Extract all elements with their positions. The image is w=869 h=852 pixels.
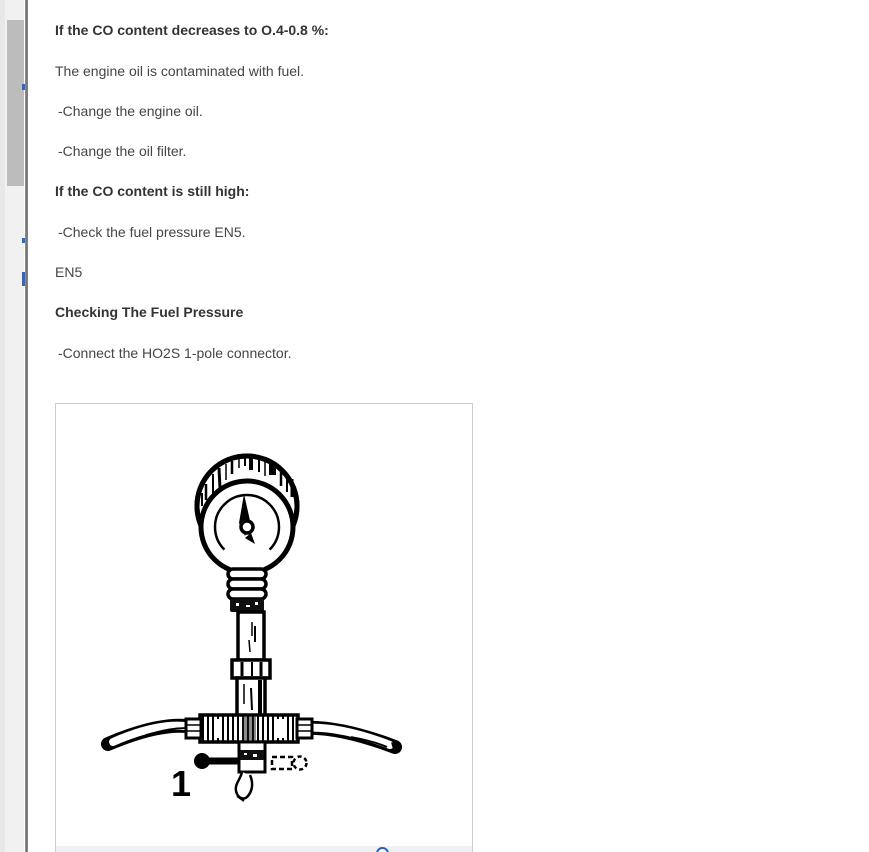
cutoff-link-fragment[interactable] xyxy=(22,272,25,286)
test-bolt xyxy=(194,753,239,769)
step-check-fuel-pressure: -Check the fuel pressure EN5. xyxy=(58,224,246,240)
gauge-neck-ribs xyxy=(228,569,266,612)
step-change-engine-oil: -Change the engine oil. xyxy=(58,103,203,119)
right-hose xyxy=(300,728,396,752)
left-hex-nut xyxy=(186,719,201,738)
gauge-stem xyxy=(238,612,264,660)
text-oil-contaminated: The engine oil is contaminated with fuel. xyxy=(55,63,305,79)
right-hex-nut xyxy=(297,719,312,738)
heading-co-still-high: If the CO content is still high: xyxy=(55,183,250,199)
left-hose xyxy=(106,726,187,749)
phantom-fitting xyxy=(272,757,307,770)
cutoff-link-fragment[interactable] xyxy=(22,238,25,243)
heading-checking-fuel-pressure: Checking The Fuel Pressure xyxy=(55,304,244,320)
step-change-oil-filter: -Change the oil filter. xyxy=(58,143,187,159)
gauge-hub xyxy=(241,521,253,533)
left-edge-shade xyxy=(0,0,5,852)
callout-label-1: 1 xyxy=(171,763,192,804)
fuel-pressure-gauge-drawing xyxy=(56,404,472,846)
left-scrollbar-thumb[interactable] xyxy=(7,20,24,186)
heading-co-decreases: If the CO content decreases to O.4-0.8 %: xyxy=(55,22,329,38)
step-connect-ho2s: -Connect the HO2S 1-pole connector. xyxy=(58,345,292,361)
pane-divider-handle[interactable] xyxy=(25,0,28,852)
figure-frame xyxy=(55,403,473,852)
drain-spout xyxy=(236,772,252,798)
image-viewer-footer xyxy=(56,846,472,852)
text-en5: EN5 xyxy=(55,264,83,280)
cutoff-link-fragment[interactable] xyxy=(22,84,25,90)
